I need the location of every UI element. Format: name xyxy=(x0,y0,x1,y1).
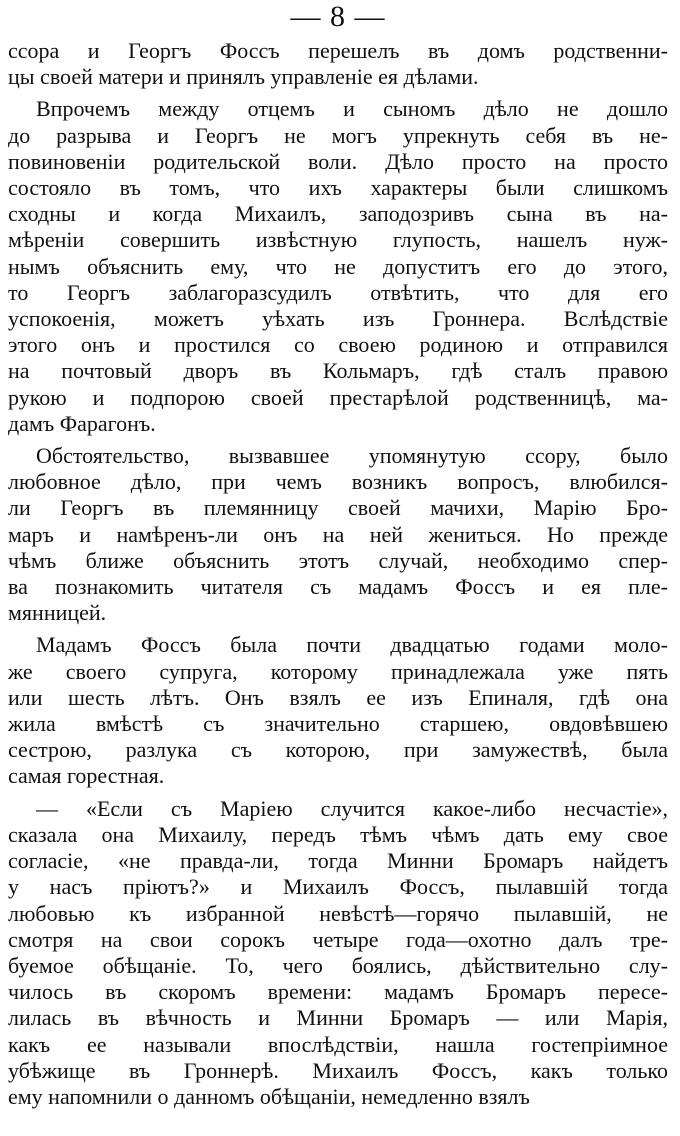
text-line: ли Георгъ въ племянницу своей мачихи, Марію Бро- xyxy=(8,495,668,521)
paragraph xyxy=(8,443,668,626)
text-line: жила вмѣстѣ съ значительно старшею, овдовѣвшею xyxy=(8,711,668,737)
text-line: сестрою, разлука съ которою, при замужествѣ, была xyxy=(8,737,668,763)
text-line: этого онъ и простился со своею родиною и отправился xyxy=(8,332,668,358)
text-line: рукою и подпорою своей престарѣлой родственницѣ, ма- xyxy=(8,384,668,410)
text-line: согласіе, «не правда-ли, тогда Минни Бромаръ найдетъ xyxy=(8,848,668,874)
paragraph xyxy=(8,632,668,789)
text-line: Обстоятельство, вызвавшее упомянутую ссору, было xyxy=(36,443,668,469)
paragraph xyxy=(8,96,668,437)
text-line: нымъ объяснить ему, что не допуститъ его до этого, xyxy=(8,253,668,279)
paragraph xyxy=(8,38,668,90)
text-line: убѣжище въ Гроннерѣ. Михаилъ Фоссъ, какъ только xyxy=(8,1057,668,1083)
text-line: ссора и Георгъ Фоссъ перешелъ въ домъ родственни- xyxy=(8,38,668,63)
text-line: сказала она Михаилу, передъ тѣмъ чѣмъ дать ему свое xyxy=(8,821,668,847)
text-line: дамъ Фарагонъ. xyxy=(8,410,156,436)
text-line: мѣреніи совершить извѣстную глупость, нашелъ нуж- xyxy=(8,227,668,253)
text-line: цы своей матери и принялъ управленіе ея дѣлами. xyxy=(8,64,479,90)
text-line: любовное дѣло, при чемъ возникъ вопросъ, влюбился- xyxy=(8,469,668,495)
text-line: — «Если съ Маріею случится какое-либо несчастіе», xyxy=(36,795,668,821)
text-line: то Георгъ заблагоразсудилъ отвѣтить, что для его xyxy=(8,279,668,305)
text-line: до разрыва и Георгъ не могъ упрекнуть себя въ не- xyxy=(8,122,668,148)
text-line: Впрочемъ между отцемъ и сыномъ дѣло не дошло xyxy=(36,96,668,122)
text-line: буемое обѣщаніе. То, чего боялись, дѣйствительно слу- xyxy=(8,952,668,978)
text-line: любовью къ избранной невѣстѣ—горячо пылавшій, не xyxy=(8,900,668,926)
text-line: чѣмъ ближе объяснить этотъ случай, необходимо спер- xyxy=(8,547,668,573)
text-line: ему напомнили о данномъ обѣщаніи, немедленно взялъ xyxy=(8,1083,530,1109)
page-number: — 8 — xyxy=(290,0,386,33)
text-line: успокоенія, можетъ уѣхать изъ Гроннера. Вслѣдствіе xyxy=(8,306,668,332)
text-body xyxy=(8,38,668,1110)
text-line: лилась въ вѣчность и Минни Бромаръ — или Марія, xyxy=(8,1005,668,1031)
text-line: какъ ее называли впослѣдствіи, нашла гостепріимное xyxy=(8,1031,668,1057)
text-line: повиновеніи родительской воли. Дѣло просто на просто xyxy=(8,148,668,174)
text-line: или шесть лѣтъ. Онъ взялъ ее изъ Епиналя, гдѣ она xyxy=(8,684,668,710)
text-line: же своего супруга, которому принадлежала уже пять xyxy=(8,658,668,684)
text-line: самая горестная. xyxy=(8,763,165,789)
text-line: состояло въ томъ, что ихъ характеры были слишкомъ xyxy=(8,175,668,201)
text-line: смотря на свои сорокъ четыре года—охотно далъ тре- xyxy=(8,926,668,952)
paragraph xyxy=(8,796,668,1110)
text-line: ва познакомить читателя съ мадамъ Фоссъ и ея пле- xyxy=(8,574,668,600)
text-line: у насъ пріютъ?» и Михаилъ Фоссъ, пылавшій тогда xyxy=(8,874,668,900)
text-line: мянницей. xyxy=(8,600,107,626)
text-line: сходны и когда Михаилъ, заподозривъ сына въ на- xyxy=(8,201,668,227)
text-line: на почтовый дворъ въ Кольмаръ, гдѣ сталъ правою xyxy=(8,358,668,384)
text-line: маръ и намѣренъ-ли онъ на ней жениться. Но прежде xyxy=(8,521,668,547)
text-line: Мадамъ Фоссъ была почти двадцатью годами моло- xyxy=(36,632,668,658)
text-line: чилось въ скоромъ времени: мадамъ Бромаръ пересе- xyxy=(8,979,668,1005)
